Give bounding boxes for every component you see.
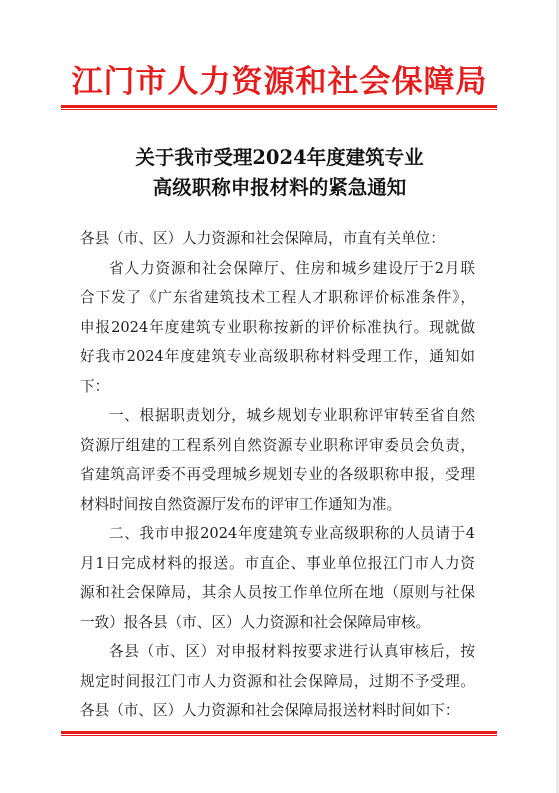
letterhead-rule-thin	[61, 109, 497, 110]
agency-letterhead-title: 江门市人力资源和社会保障局	[71, 64, 488, 100]
body-line: 源和社会保障局，其余人员按工作单位所在地（原则与社保	[80, 584, 475, 601]
body-line: 材料时间按自然资源厅发布的评审工作通知为准。	[80, 495, 402, 513]
document-body	[80, 224, 475, 726]
body-line: 各县（市、区）对申报材料按要求进行认真审核后，按	[109, 643, 475, 660]
letterhead-rule-thick	[61, 105, 497, 108]
footer-rule-thick	[61, 731, 497, 734]
body-line: 省人力资源和社会保障厅、住房和城乡建设厅于2月联	[109, 259, 475, 277]
body-line: 规定时间报江门市人力资源和社会保障局，过期不予受理。	[80, 672, 475, 690]
body-line: 各县（市、区）人力资源和社会保障局报送材料时间如下：	[80, 702, 460, 719]
body-line: 下：	[80, 377, 110, 395]
footer-rule-thin	[61, 735, 497, 736]
document-title-line-2: 高级职称申报材料的紧急通知	[152, 176, 407, 199]
salutation-line: 各县（市、区）人力资源和社会保障局，市直有关单位：	[80, 230, 445, 247]
body-line: 月1日完成材料的报送。市直企、事业单位报江门市人力资	[80, 554, 475, 572]
body-line: 一致）报各县（市、区）人力资源和社会保障局审核。	[80, 613, 431, 631]
document-title-line-1: 关于我市受理2024年度建筑专业	[135, 146, 424, 169]
body-line: 申报2024年度建筑专业职称按新的评价标准执行。现就做	[80, 318, 475, 336]
body-line: 好我市2024年度建筑专业高级职称材料受理工作，通知如	[80, 348, 475, 365]
body-line: 资源厅组建的工程系列自然资源专业职称评审委员会负责，	[80, 436, 475, 454]
body-line: 合下发了《广东省建筑技术工程人才职称评价标准条件》，	[80, 289, 475, 306]
body-line: 一、根据职责划分，城乡规划专业职称评审转至省自然	[109, 407, 475, 424]
body-line: 二、我市申报2024年度建筑专业高级职称的人员请于4	[109, 525, 475, 542]
body-line: 省建筑高评委不再受理城乡规划专业的各级职称申报，受理	[80, 466, 475, 483]
